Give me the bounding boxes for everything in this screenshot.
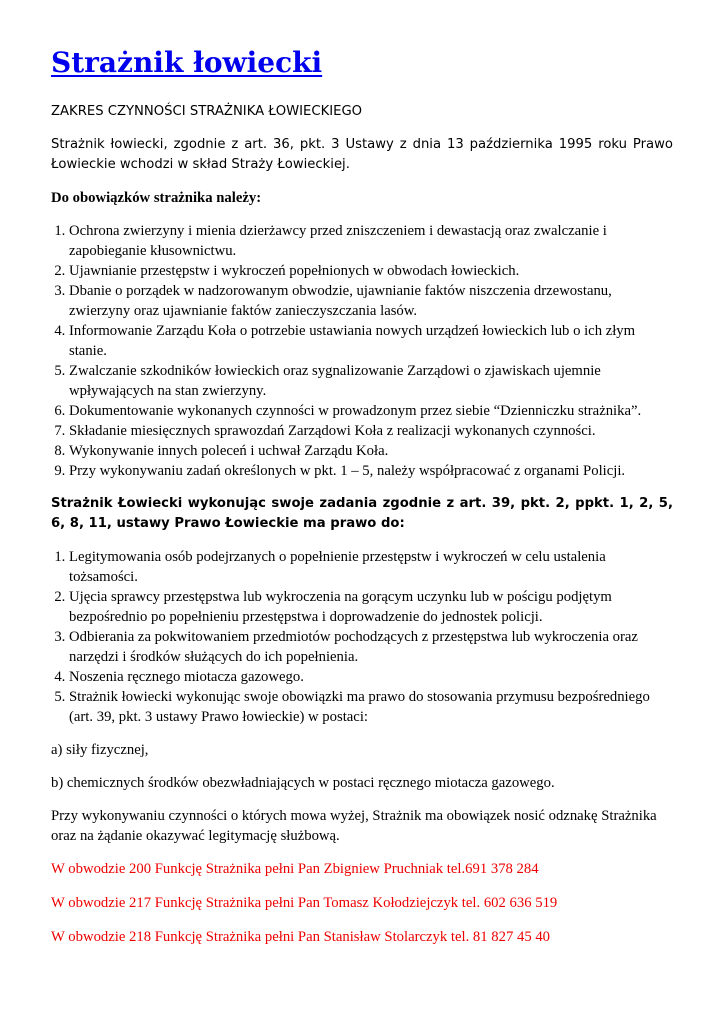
badge-note: Przy wykonywaniu czynności o których mowa wyżej, Strażnik ma obowiązek nosić odznakę Strażnika oraz na żądanie okazywać legitymację służbową. [51,807,657,844]
list-item: 3. Dbanie o porządek w nadzorowanym obwodzie, ujawnianie faktów niszczenia drzewostanu, zwierzyny oraz ujawnianie faktów zanieczyszczania lasów. [69,281,673,321]
list-item: 5. Strażnik łowiecki wykonując swoje obowiązki ma prawo do stosowania przymusu bezpośredniego (art. 39, pkt. 3 ustawy Prawo łowieckie) w postaci: [69,687,673,727]
list-item: 4. Informowanie Zarządu Koła o potrzebie ustawiania nowych urządzeń łowieckich lub o ich złym stanie. [69,321,673,361]
list-item: 6. Dokumentowanie wykonanych czynności w prowadzonym przez siebie “Dzienniczku strażnika”. [69,401,673,421]
list-item: 8. Wykonywanie innych poleceń i uchwał Zarządu Koła. [69,441,673,461]
list-item: 7. Składanie miesięcznych sprawozdań Zarządowi Koła z realizacji wykonanych czynności. [69,421,673,441]
list-item: 9. Przy wykonywaniu zadań określonych w pkt. 1 – 5, należy współpracować z organami Policji. [69,461,673,481]
title-link[interactable]: Strażnik łowiecki [51,46,323,79]
page-title [51,46,673,80]
rights-list [51,547,673,727]
section-subtitle: ZAKRES CZYNNOŚCI STRAŻNIKA ŁOWIECKIEGO [51,103,363,119]
list-item: 2. Ujawnianie przestępstw i wykroczeń popełnionych w obwodach łowieckich. [69,261,673,281]
list-item: 4. Noszenia ręcznego miotacza gazowego. [69,667,673,687]
contact-line: W obwodzie 218 Funkcję Strażnika pełni Pan Stanisław Stolarczyk tel. 81 827 45 40 [51,928,551,945]
list-item: 5. Zwalczanie szkodników łowieckich oraz sygnalizowanie Zarządowi o zjawiskach ujemnie wpływających na stan zwierzyny. [69,361,673,401]
list-item: 1. Ochrona zwierzyny i mienia dzierżawcy przed zniszczeniem i dewastacją oraz zwalczanie i zapobieganie kłusownictwu. [69,221,673,261]
duties-list [51,221,673,481]
rights-heading: Strażnik Łowiecki wykonując swoje zadania zgodnie z art. 39, pkt. 2, ppkt. 1, 2, 5, 6, 8, 11, ustawy Prawo Łowieckie ma prawo do: [51,495,673,531]
force-option-b: b) chemicznych środków obezwładniających w postaci ręcznego miotacza gazowego. [51,774,555,791]
force-option-a: a) siły fizycznej, [51,741,149,758]
list-item: 1. Legitymowania osób podejrzanych o popełnienie przestępstw i wykroczeń w celu ustalenia tożsamości. [69,547,673,587]
list-item: 3. Odbierania za pokwitowaniem przedmiotów pochodzących z przestępstwa lub wykroczenia oraz narzędzi i środków służących do ich popełnienia. [69,627,673,667]
duties-heading: Do obowiązków strażnika należy: [51,189,262,206]
intro-paragraph: Strażnik łowiecki, zgodnie z art. 36, pkt. 3 Ustawy z dnia 13 października 1995 roku Prawo Łowieckie wchodzi w skład Straży Łowieckiej. [51,136,673,172]
list-item: 2. Ujęcia sprawcy przestępstwa lub wykroczenia na gorącym uczynku lub w pościgu podjętym bezpośrednio po popełnieniu przestępstwa i doprowadzenie do jednostek policji. [69,587,673,627]
contact-line: W obwodzie 200 Funkcję Strażnika pełni Pan Zbigniew Pruchniak tel.691 378 284 [51,860,539,877]
contact-line: W obwodzie 217 Funkcję Strażnika pełni Pan Tomasz Kołodziejczyk tel. 602 636 519 [51,894,558,911]
document-page [51,46,673,961]
